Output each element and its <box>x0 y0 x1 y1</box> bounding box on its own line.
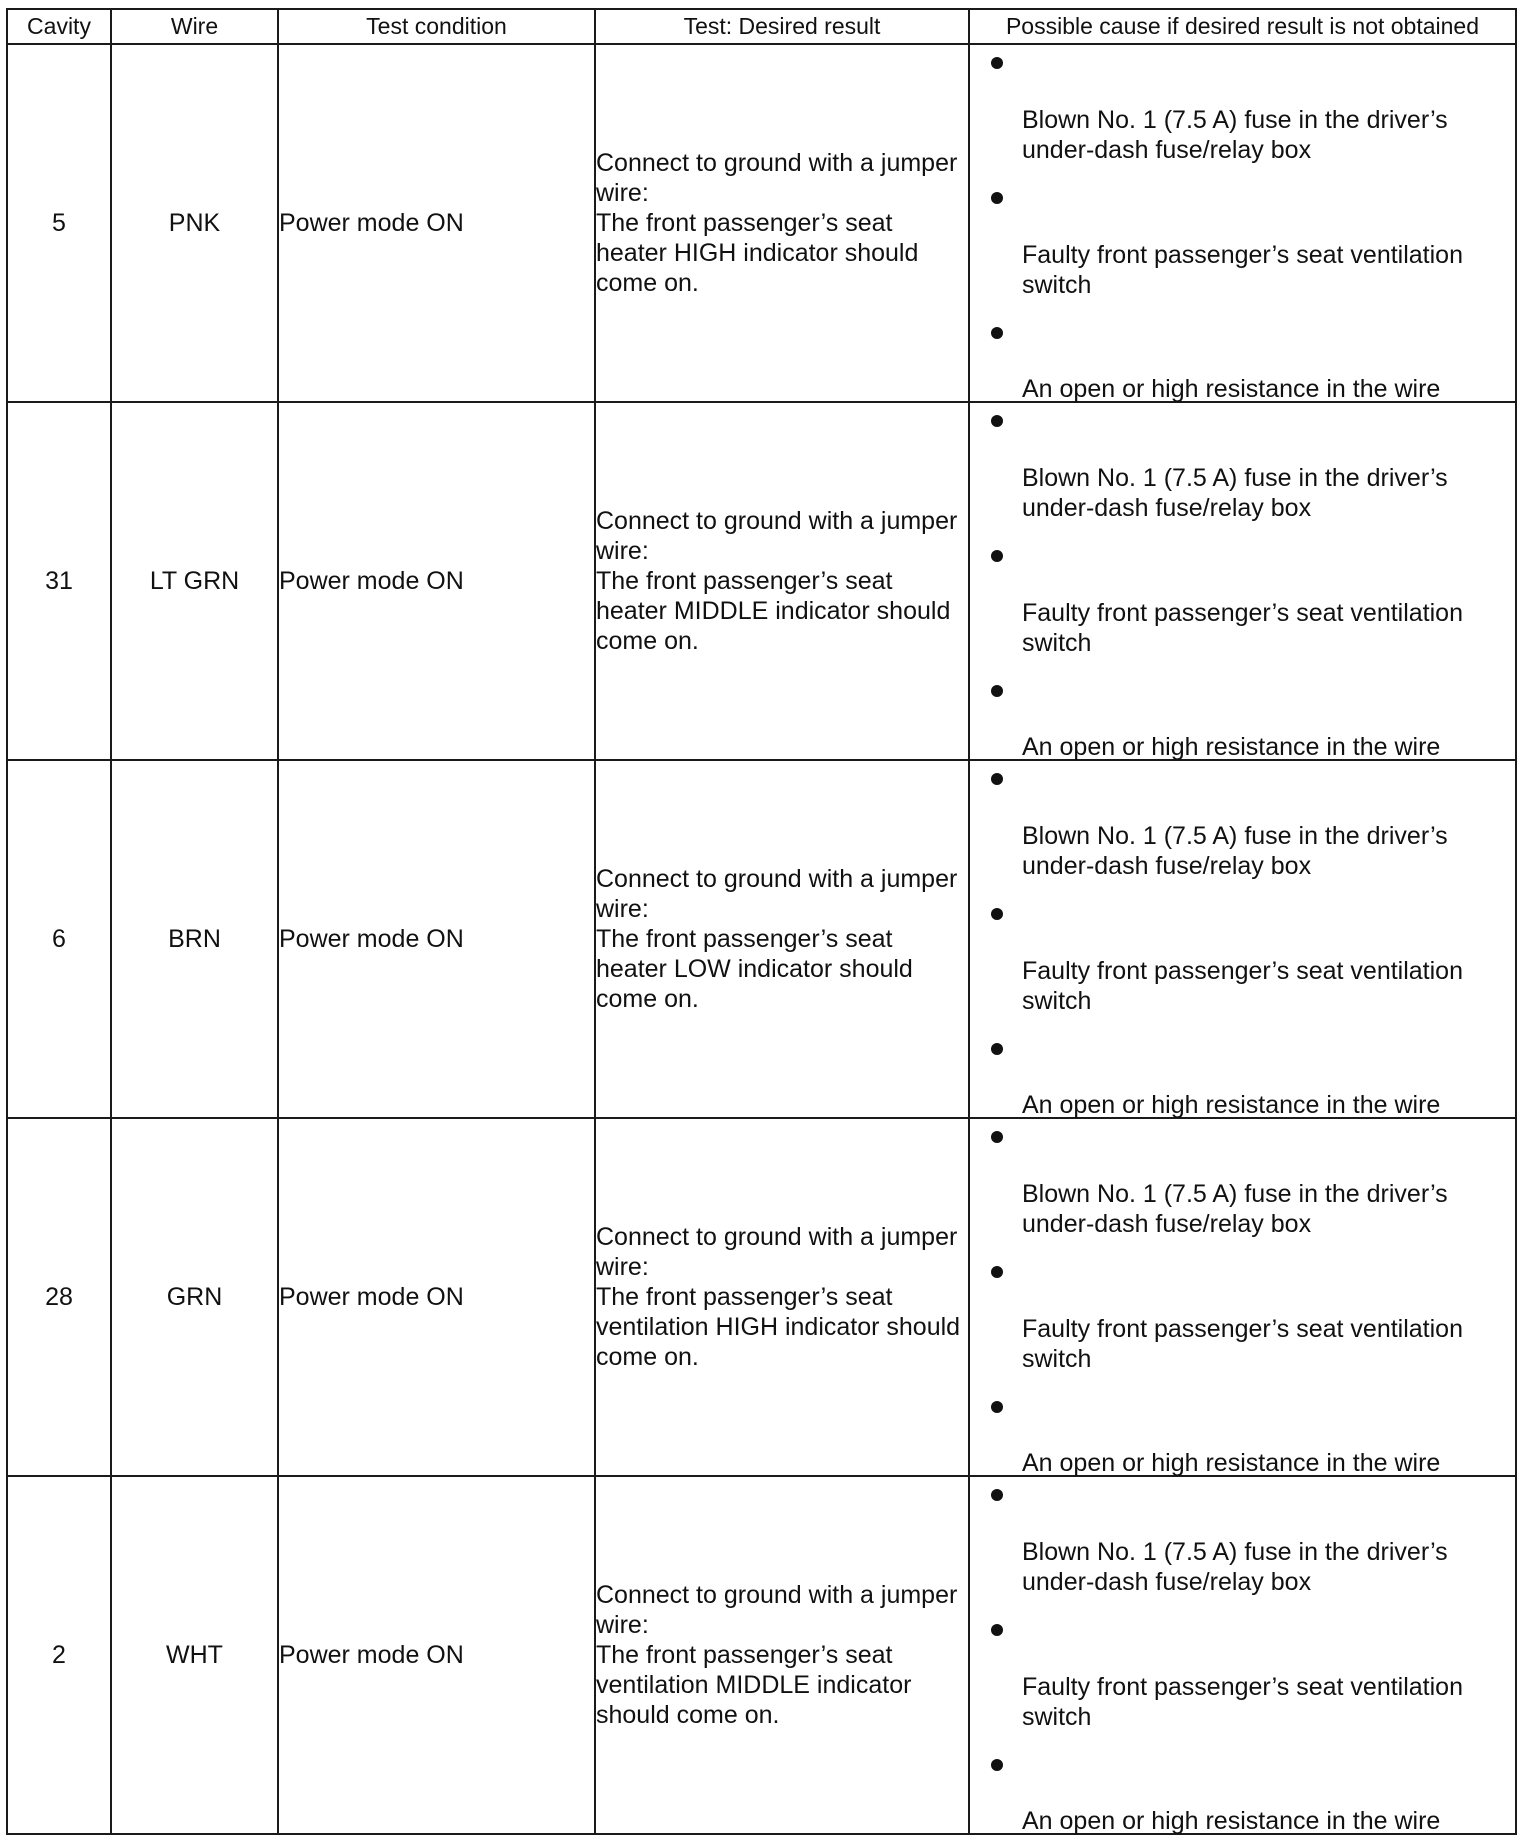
result-line: ventilation MIDDLE indicator <box>596 1671 912 1699</box>
table-row <box>7 1476 1516 1834</box>
cause-item: An open or high resistance in the wire <box>1022 1091 1441 1119</box>
result-line: heater MIDDLE indicator should <box>596 597 951 625</box>
cause-item: Blown No. 1 (7.5 A) fuse in the driver’s under-dash fuse/relay box <box>1022 464 1448 522</box>
cause-item: Blown No. 1 (7.5 A) fuse in the driver’s under-dash fuse/relay box <box>1022 1538 1448 1596</box>
wire-cell: WHT <box>111 1476 278 1834</box>
wire-cell: BRN <box>111 760 278 1118</box>
result-line: come on. <box>596 985 699 1013</box>
header-row <box>7 9 1516 44</box>
result-line: should come on. <box>596 1701 780 1729</box>
desired-result-cell <box>595 1118 969 1476</box>
cause-item: An open or high resistance in the wire <box>1022 375 1441 403</box>
wire-cell: GRN <box>111 1118 278 1476</box>
result-line: wire: <box>596 179 649 207</box>
bullet-icon <box>991 1043 1003 1055</box>
diagnostic-table <box>6 8 1517 1835</box>
table-row <box>7 1118 1516 1476</box>
bullet-icon <box>991 1131 1003 1143</box>
result-line: The front passenger’s seat <box>596 209 893 237</box>
bullet-icon <box>991 57 1003 69</box>
result-line: heater LOW indicator should <box>596 955 913 983</box>
desired-result-cell <box>595 402 969 760</box>
bullet-icon <box>991 550 1003 562</box>
possible-cause-cell <box>969 1476 1516 1834</box>
wire-cell: PNK <box>111 44 278 402</box>
header-cavity: Cavity <box>7 9 111 44</box>
cause-item: Blown No. 1 (7.5 A) fuse in the driver’s under-dash fuse/relay box <box>1022 106 1448 164</box>
bullet-icon <box>991 415 1003 427</box>
test-condition-cell: Power mode ON <box>278 44 595 402</box>
cavity-cell: 28 <box>7 1118 111 1476</box>
result-line: wire: <box>596 1253 649 1281</box>
wire-cell: LT GRN <box>111 402 278 760</box>
result-line: The front passenger’s seat <box>596 925 893 953</box>
cause-item: An open or high resistance in the wire <box>1022 1449 1441 1477</box>
table-row <box>7 760 1516 1118</box>
result-line: The front passenger’s seat <box>596 1641 893 1669</box>
test-condition-cell: Power mode ON <box>278 1118 595 1476</box>
result-line: Connect to ground with a jumper <box>596 1223 958 1251</box>
bullet-icon <box>991 1266 1003 1278</box>
cavity-cell: 2 <box>7 1476 111 1834</box>
possible-cause-cell <box>969 44 1516 402</box>
cause-item: Faulty front passenger’s seat ventilation switch <box>1022 957 1463 1015</box>
bullet-icon <box>991 908 1003 920</box>
cause-item: Faulty front passenger’s seat ventilation switch <box>1022 241 1463 299</box>
bullet-icon <box>991 685 1003 697</box>
result-line: Connect to ground with a jumper <box>596 149 958 177</box>
result-line: Connect to ground with a jumper <box>596 507 958 535</box>
table-header <box>7 9 1516 44</box>
result-line: heater HIGH indicator should <box>596 239 919 267</box>
result-line: wire: <box>596 537 649 565</box>
cavity-cell: 6 <box>7 760 111 1118</box>
test-condition-cell: Power mode ON <box>278 402 595 760</box>
test-condition-cell: Power mode ON <box>278 760 595 1118</box>
table-row <box>7 44 1516 402</box>
possible-cause-cell <box>969 760 1516 1118</box>
result-line: Connect to ground with a jumper <box>596 1581 958 1609</box>
result-line: ventilation HIGH indicator should <box>596 1313 961 1341</box>
desired-result-cell <box>595 44 969 402</box>
cause-item: An open or high resistance in the wire <box>1022 1807 1441 1835</box>
bullet-icon <box>991 1759 1003 1771</box>
result-line: Connect to ground with a jumper <box>596 865 958 893</box>
test-condition-cell: Power mode ON <box>278 1476 595 1834</box>
cause-item: Faulty front passenger’s seat ventilation switch <box>1022 1315 1463 1373</box>
header-possible-cause: Possible cause if desired result is not obtained <box>969 9 1516 44</box>
bullet-icon <box>991 773 1003 785</box>
possible-cause-cell <box>969 402 1516 760</box>
desired-result-cell <box>595 1476 969 1834</box>
result-line: The front passenger’s seat <box>596 1283 893 1311</box>
result-line: come on. <box>596 269 699 297</box>
bullet-icon <box>991 192 1003 204</box>
cause-item: Faulty front passenger’s seat ventilation switch <box>1022 599 1463 657</box>
possible-cause-cell <box>969 1118 1516 1476</box>
cause-item: Blown No. 1 (7.5 A) fuse in the driver’s under-dash fuse/relay box <box>1022 1180 1448 1238</box>
result-line: come on. <box>596 1343 699 1371</box>
result-line: wire: <box>596 1611 649 1639</box>
bullet-icon <box>991 327 1003 339</box>
header-test-condition: Test condition <box>278 9 595 44</box>
bullet-icon <box>991 1489 1003 1501</box>
bullet-icon <box>991 1401 1003 1413</box>
bullet-icon <box>991 1624 1003 1636</box>
table-body <box>7 44 1516 1834</box>
table-row <box>7 402 1516 760</box>
cause-item: An open or high resistance in the wire <box>1022 733 1441 761</box>
result-line: come on. <box>596 627 699 655</box>
result-line: The front passenger’s seat <box>596 567 893 595</box>
cause-item: Blown No. 1 (7.5 A) fuse in the driver’s under-dash fuse/relay box <box>1022 822 1448 880</box>
cavity-cell: 31 <box>7 402 111 760</box>
result-line: wire: <box>596 895 649 923</box>
cause-item: Faulty front passenger’s seat ventilation switch <box>1022 1673 1463 1731</box>
cavity-cell: 5 <box>7 44 111 402</box>
desired-result-cell <box>595 760 969 1118</box>
header-wire: Wire <box>111 9 278 44</box>
header-desired-result: Test: Desired result <box>595 9 969 44</box>
